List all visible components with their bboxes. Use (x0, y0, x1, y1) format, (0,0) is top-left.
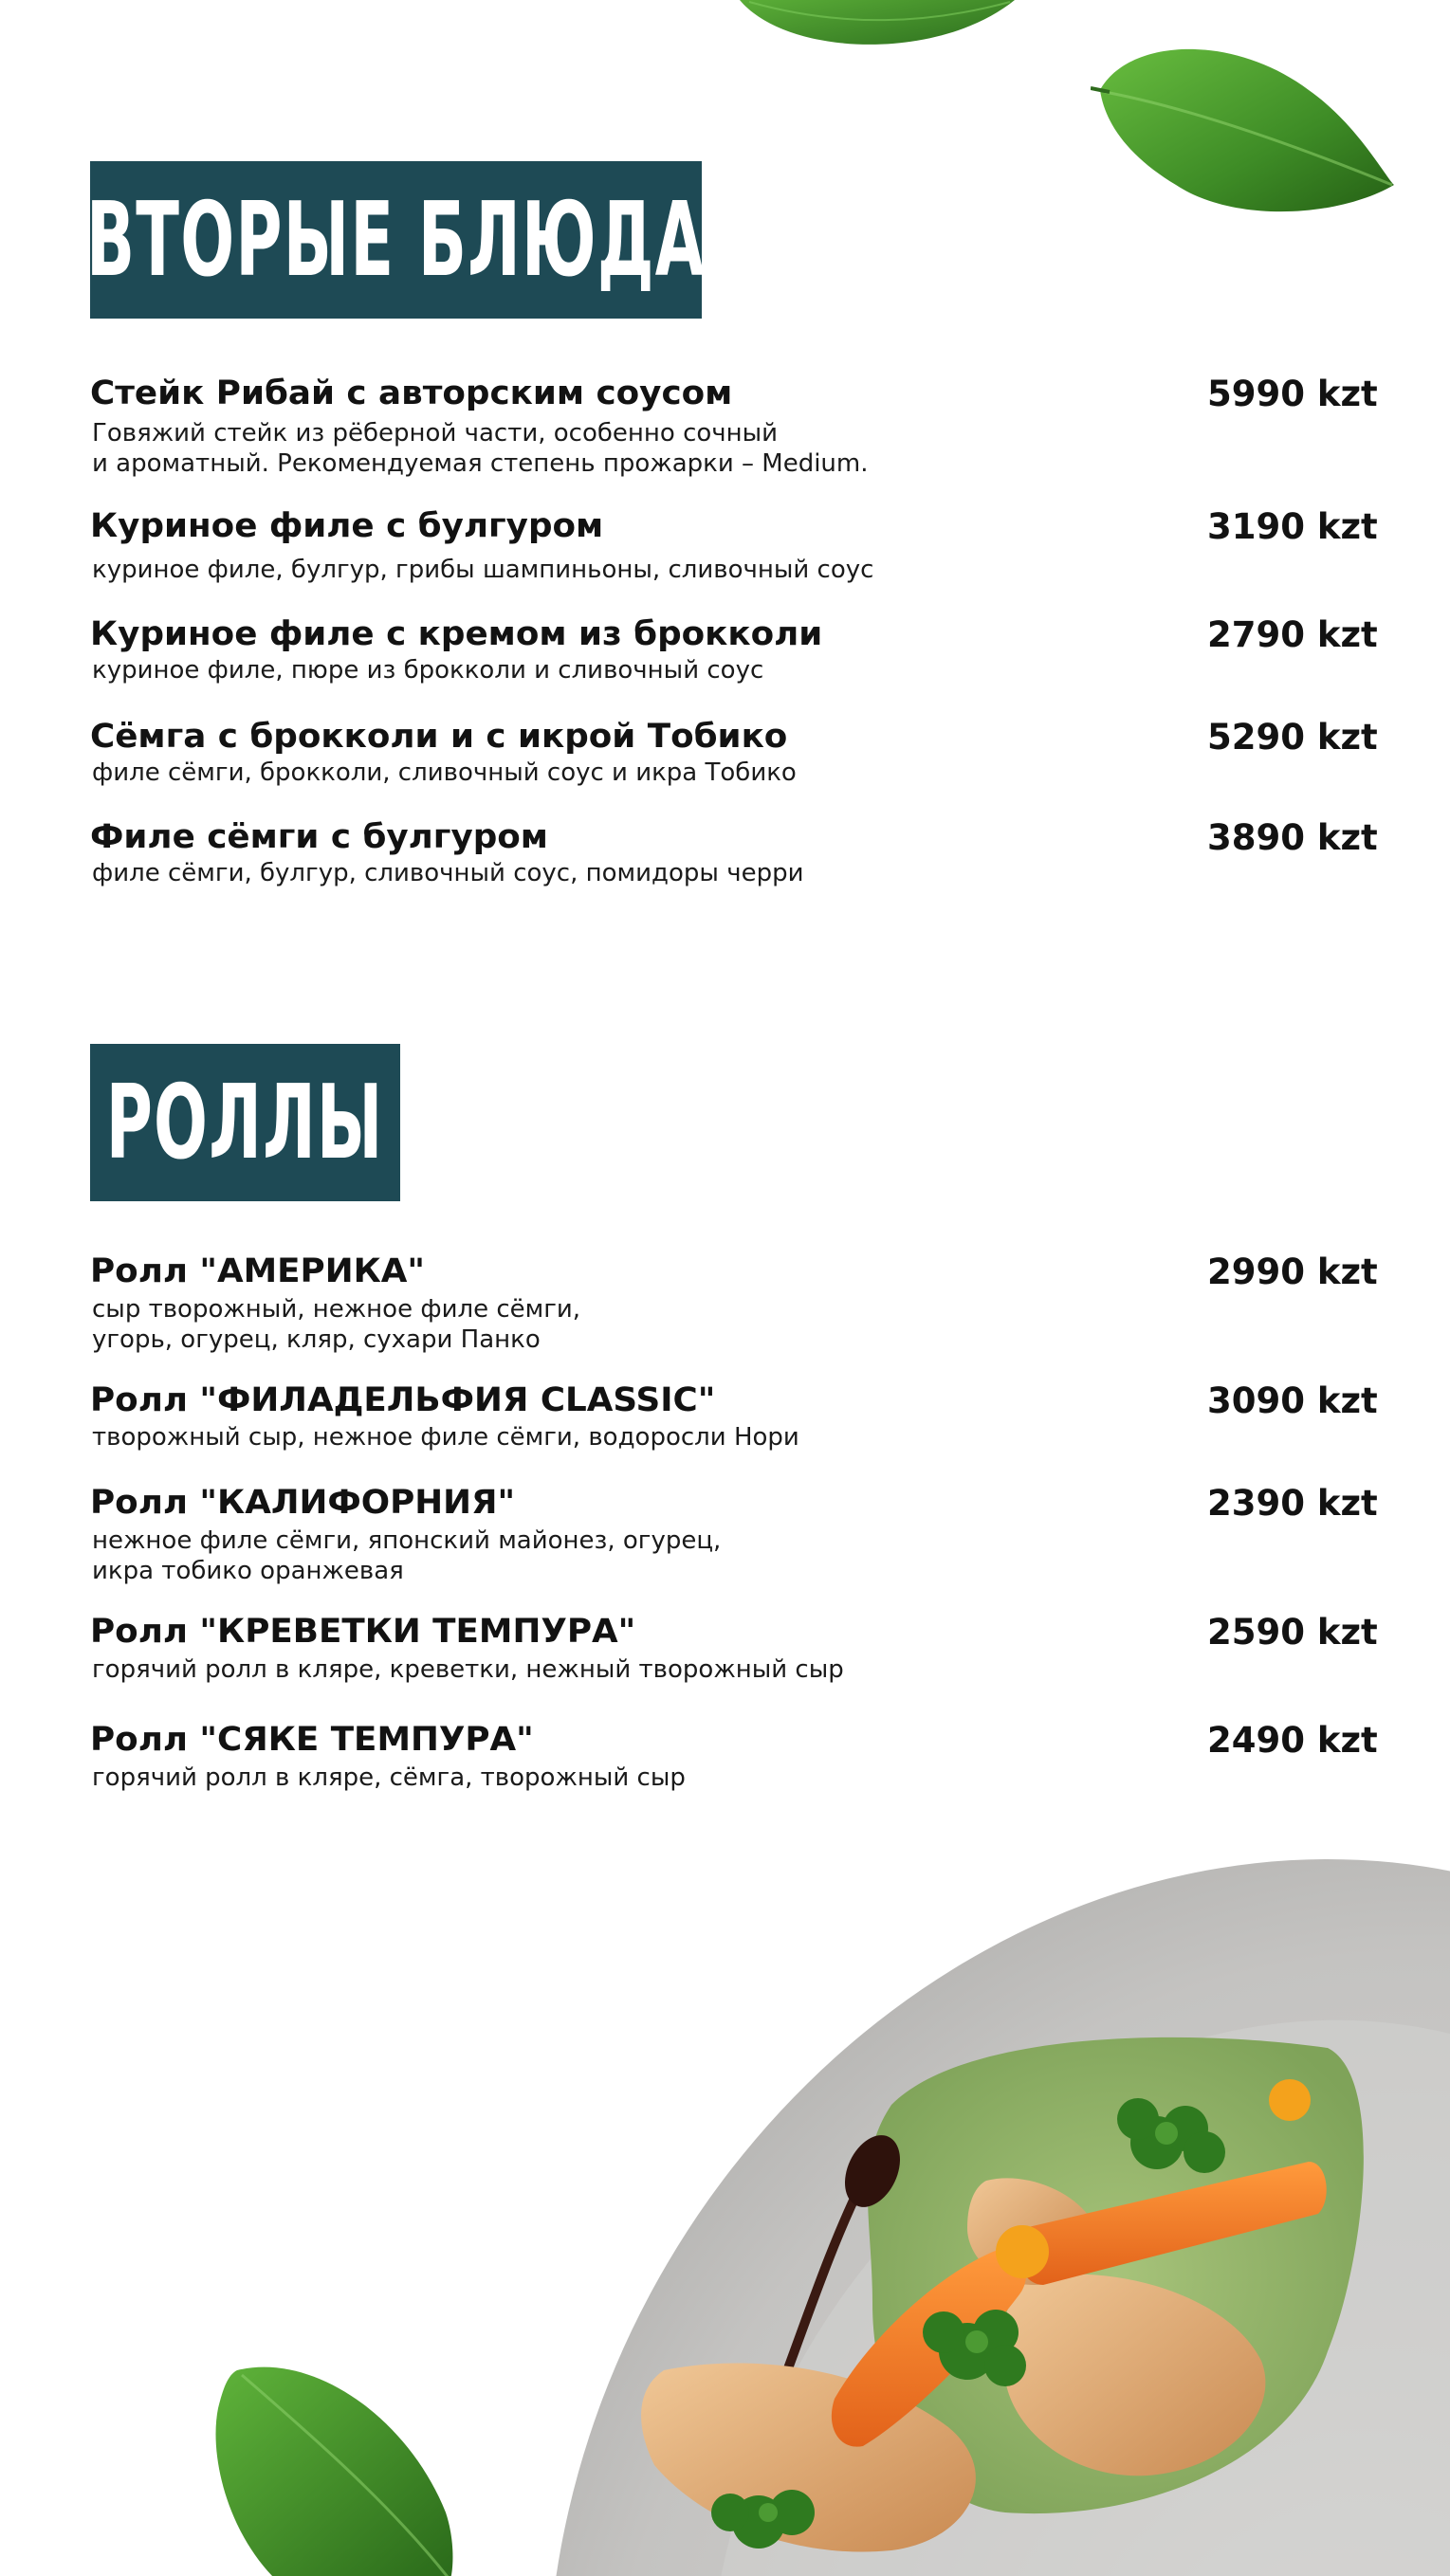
basil-leaf-right-icon (1091, 33, 1404, 223)
dish-price: 5990 kzt (1207, 374, 1378, 414)
dish-name: Куриное филе с кремом из брокколи (90, 615, 823, 653)
dish-name: Стейк Рибай с авторским соусом (90, 375, 733, 412)
dish-plate-photo (474, 1858, 1450, 2576)
dish-name: Куриное филе с булгуром (90, 507, 604, 545)
dish-description: нежное филе сёмги, японский майонез, огурец, икра тобико оранжевая (92, 1526, 722, 1585)
dish-price: 2490 kzt (1207, 1720, 1378, 1761)
dish-name: Ролл "КАЛИФОРНИЯ" (90, 1484, 516, 1522)
dish-description: куриное филе, пюре из брокколи и сливочный соус (92, 656, 764, 685)
section-title-text: РОЛЛЫ (106, 1063, 384, 1182)
dish-price: 2990 kzt (1207, 1251, 1378, 1292)
dish-description: Говяжий стейк из рёберной части, особенно сочный и ароматный. Рекомендуемая степень прожарки – Medium. (92, 419, 869, 478)
dish-description: горячий ролл в кляре, креветки, нежный творожный сыр (92, 1655, 844, 1684)
section-title-text: ВТОРЫЕ БЛЮДА (86, 180, 706, 300)
dish-description: филе сёмги, брокколи, сливочный соус и икра Тобико (92, 758, 797, 787)
basil-leaf-top-icon (730, 0, 1034, 62)
dish-price: 3190 kzt (1207, 506, 1378, 547)
dish-price: 5290 kzt (1207, 717, 1378, 758)
dish-price: 3890 kzt (1207, 817, 1378, 858)
dish-name: Ролл "КРЕВЕТКИ ТЕМПУРА" (90, 1613, 636, 1651)
dish-name: Ролл "СЯКЕ ТЕМПУРА" (90, 1721, 534, 1759)
dish-description: куриное филе, булгур, грибы шампиньоны, сливочный соус (92, 556, 874, 584)
dish-name: Ролл "АМЕРИКА" (90, 1252, 426, 1290)
section-title-main-courses (86, 161, 706, 319)
basil-leaf-bottom-icon (199, 2351, 465, 2576)
dish-name: Ролл "ФИЛАДЕЛЬФИЯ CLASSIC" (90, 1381, 716, 1419)
section-title-rolls (90, 1044, 400, 1201)
dish-description: филе сёмги, булгур, сливочный соус, помидоры черри (92, 859, 804, 887)
dish-price: 2590 kzt (1207, 1612, 1378, 1653)
dish-description: сыр творожный, нежное филе сёмги, угорь, огурец, кляр, сухари Панко (92, 1295, 581, 1354)
dish-description: горячий ролл в кляре, сёмга, творожный сыр (92, 1763, 686, 1792)
dish-description: творожный сыр, нежное филе сёмги, водоросли Нори (92, 1423, 799, 1452)
dish-price: 2390 kzt (1207, 1483, 1378, 1524)
dish-price: 3090 kzt (1207, 1380, 1378, 1421)
dish-name: Филе сёмги с булгуром (90, 818, 548, 856)
dish-name: Сёмга с брокколи и с икрой Тобико (90, 718, 788, 756)
dish-price: 2790 kzt (1207, 614, 1378, 655)
